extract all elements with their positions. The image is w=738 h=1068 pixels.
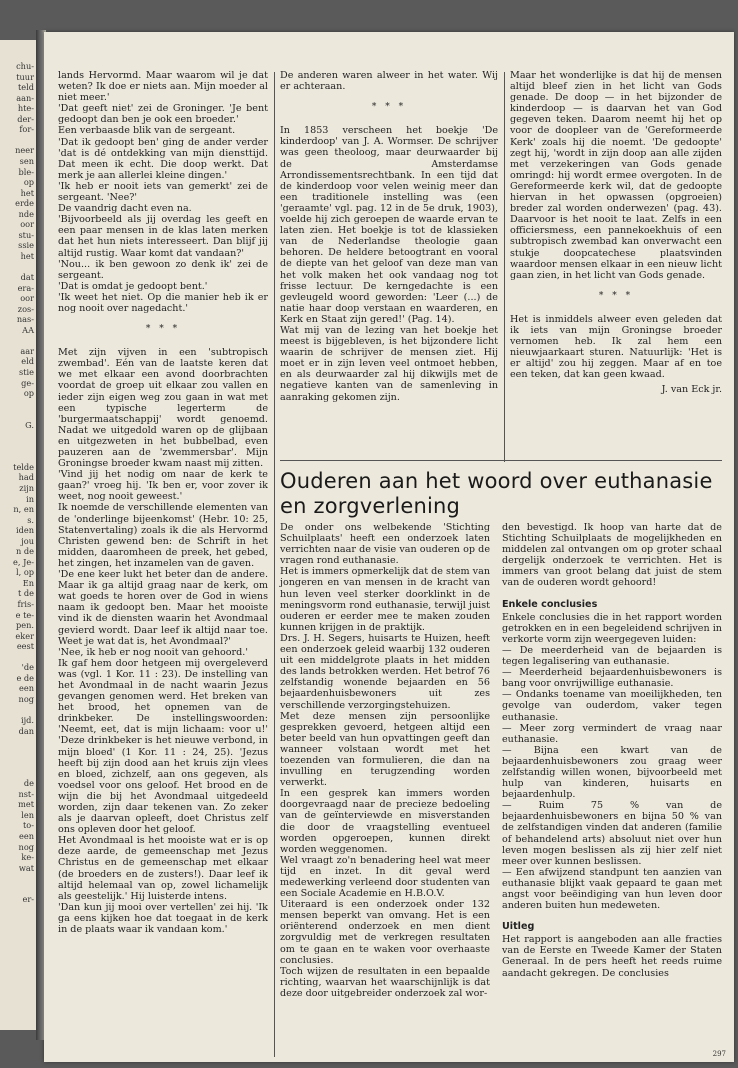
paragraph: Wat mij van de lezing van het boekje het meest is bijgebleven, is het bijzondere licht waarin de schrijver de mensen ziet. Hij moet er in zijn leven veel ontmoet hebben, en als deurwaarder zal hij dikwijls met de negatieve kanten van de samenleving in aanraking gekomen zijn. [280,324,498,403]
paragraph: Ik noemde de verschillende elementen van de 'onderlinge bijeenkomst' (Hebr. 10: 25, Statenvertaling) zoals ik die als Hervormd Christen gewend ben: de Schrift in het midden, daaromheen de preek, het gebed, het zingen, het inzamelen van de gaven. [58,502,268,569]
margin-fragment [0,747,36,758]
margin-fragment [0,51,36,62]
article-column-1 [280,522,490,999]
paragraph: Drs. J. H. Segers, huisarts te Huizen, heeft een onderzoek geleid waarbij 132 ouderen uit een middelgrote plaats in het midden des lands betrokken werden. Het betrof 76 zelfstandig wonende bejaarden en 56 bejaardenhuisbewoners uit zes verschillende verzorgingstehuizen. [280,632,490,711]
paragraph: 'Dat geeft niet' zei de Groninger. 'Je bent gedoopt dan ben je ook een broeder.' [58,103,268,126]
paragraph: De onder ons welbekende 'Stichting Schuilplaats' heeft een onderzoek laten verrichten naar de visie van ouderen op de vragen rond euthanasie. [280,522,490,567]
margin-fragment: stu- [18,229,34,240]
margin-fragment: G. [25,419,34,430]
section-divider: * * * [145,324,181,335]
margin-fragment: op [23,177,34,188]
column-1 [58,70,268,935]
margin-fragment: e, Je- [13,556,34,567]
margin-fragment [0,884,36,895]
margin-fragment: nde [18,208,34,219]
margin-fragment: s. [27,514,34,525]
margin-fragment [0,335,36,346]
margin-fragment [0,135,36,146]
margin-fragment: eker [15,630,34,641]
paragraph: De vaandrig dacht even na. [58,203,192,215]
article-column-2 [502,522,722,979]
margin-fragment: nas- [16,314,34,325]
margin-fragment: erde [15,198,34,209]
paragraph: Een verbaasde blik van de sergeant. [58,125,236,137]
paragraph: 'Vind jij het nodig om naar de kerk te gaan?' vroeg hij. 'Ik ben er, voor zover ik weet, nog nooit geweest.' [58,469,268,503]
margin-fragment: dat [20,272,34,283]
margin-fragment [0,409,36,420]
paragraph: Met zijn vijven in een 'subtropisch zwembad'. Eén van de laatste keren dat we met elkaar een avond doorbrachten voordat de groep uit elkaar zou vallen en ieder zijn eigen weg zou gaan in wat met een typische legerterm de 'burgermaatschappij' wordt genoemd. Nadat we uitgedold waren op de glijbaan en uitgezweten in het bubbelbad, even pauzeren aan de 'zwemmersbar'. Mijn Groningse broeder kwam naast mij zitten. [58,347,268,470]
margin-fragment: n de [16,546,34,557]
paragraph: 'Nee, ik heb er nog nooit van gehoord.' [58,646,248,658]
margin-fragment: een [19,683,34,694]
margin-fragment [0,873,36,884]
paragraph: Het rapport is aangeboden aan alle fracties van de Eerste en Tweede Kamer der Staten Generaal. In de pers heeft het reeds ruime aandacht gekregen. De conclusies [502,934,722,979]
margin-fragment [0,736,36,747]
margin-fragment: tuur [16,71,34,82]
margin-fragment: telde [13,461,34,472]
section-divider: * * * [598,290,634,301]
article-headline: Ouderen aan het woord over euthanasie en zorgverlening [280,469,713,518]
paragraph: 'Bijvoorbeeld als jij overdag les geeft en een paar mensen in de klas laten merken dat het hun niets interesseert. Dan blijf jij altijd rustig. Waar komt dat vandaan?' [58,214,268,259]
paragraph: — Een afwijzend standpunt ten aanzien van euthanasie blijkt vaak gepaard te gaan met angst voor beëindiging van hun leven door anderen buiten hun medeweten. [502,866,722,912]
paragraph: den bevestigd. Ik hoop van harte dat de Stichting Schuilplaats de mogelijkheden en middelen zal ontvangen om op groter schaal dergelijk onderzoek te verrichten. Het is immers van groot belang dat juist de stem van de ouderen wordt gehoord! [502,522,722,589]
margin-fragment: aan- [16,92,34,103]
margin-fragment [0,430,36,441]
margin-fragment: iden [16,525,34,536]
margin-fragment: len [21,809,34,820]
margin-fragment: ge- [21,377,34,388]
paragraph: 'Dat ik gedoopt ben' ging de ander verder 'dat is dé ontdekking van mijn diensttijd. Dat meen ik echt. Die doop werkt. Dat merk je aan allerlei kleine dingen.' [58,136,268,181]
subheading-explanation: Uitleg [502,921,535,933]
margin-fragment: fris- [17,598,34,609]
facing-page-edge [0,40,36,1030]
paragraph: 'De ene keer lukt het beter dan de andere. Maar ik ga altijd graag naar de kerk, om wat goeds te horen over de God in wiens naam ik gedoopt ben. Maar het mooiste vind ik de diensten waarin het Avondmaal gevierd wordt. Daar leef ik altijd naar toe. Weet je wat dat is, het Avondmaal?' [58,569,268,647]
paragraph: De anderen waren alweer in het water. Wij er achteraan. [280,70,498,93]
paragraph: Maar het wonderlijke is dat hij de mensen altijd bleef zien in het licht van Gods genade. De doop — in het bijzonder de kinderdoop — is daarvan het van God gegeven teken. Daarom neemt hij het op voor de doopleer van de 'Gereformeerde Kerk' zoals hij die noemt. 'De gedoopte' zegt hij, 'wordt in zijn doop aan alle zijden met verzekeringen van Gods genade omringd: hij wordt ermee overgoten. In de Gereformeerde kerk wil, dat de gedoopte hiervan in het opwassen (opgroeien) breder zal worden onderwezen' (pag. 43). Daarvoor is het nooit te laat. Zelfs in een officiersmess, een pannekoekhuis of een subtropisch zwembad kan onverwacht een stukje doopcatechese plaatsvinden waardoor mensen elkaar in een nieuw licht gaan zien, in het licht van Gods genade. [510,70,722,281]
author-signature: J. van Eck jr. [661,384,722,396]
margin-fragment: sen [19,156,34,167]
margin-fragment: eest [16,641,34,652]
paragraph: Het is inmiddels alweer even geleden dat ik iets van mijn Groningse broeder vernomen heb. Ik zal hem een nieuwjaarkaart sturen. Natuurlijk: 'Het is er altijd' zou hij zeggen. Maar af en toe een teken, dat kan geen kwaad. [510,313,722,381]
margin-fragment: dan [18,725,34,736]
column-3 [510,70,722,396]
margin-fragment: op [23,388,34,399]
margin-fragment: in [26,493,34,504]
margin-fragment: wat [18,862,34,873]
paragraph: — Bijna een kwart van de bejaardenhuisbewoners zou graag weer zelfstandig willen wonen, bijvoorbeeld met hulp van kinderen, huisarts en bejaardenhulp. [502,744,722,801]
margin-fragment: hte- [17,103,34,114]
margin-fragment: nog [18,841,34,852]
margin-fragment: aar [20,345,34,356]
margin-fragment: AA [22,324,34,335]
paragraph: 'Nou... ik ben gewoon zo denk ik' zei de sergeant. [58,258,268,281]
margin-fragment: to- [23,820,34,831]
paragraph: — De meerderheid van de bejaarden is tegen legalisering van euthanasie. [502,644,722,668]
paragraph: Het Avondmaal is het mooiste wat er is op deze aarde, de gemeenschap met Jezus Christus en de gemeenschap met elkaar (de broeders en de zusters!). Daar leef ik altijd helemaal van op, zowel lichamelijk als geestelijk.' Hij luisterde intens. [58,835,268,902]
margin-fragment: met [18,799,34,810]
margin-fragment [0,704,36,715]
margin-fragment: zijn [19,482,34,493]
paragraph: Wel vraagt zo'n benadering heel wat meer tijd en inzet. In dit geval werd medewerking verleend door studenten van een Sociale Academie en H.B.O.V. [280,854,490,900]
paragraph: 'Dat is omdat je gedoopt bent.' [58,280,208,292]
paragraph: Uiteraard is een onderzoek onder 132 mensen beperkt van omvang. Het is een oriënterend onderzoek en men dient zorgvuldig met de verkregen resultaten om te gaan en te waken voor overhaaste conclusies. [280,899,490,966]
margin-fragment [0,768,36,779]
margin-fragment: de [23,778,34,789]
margin-fragment: e te- [15,609,34,620]
article-separator [280,460,722,461]
margin-fragment: het [20,187,34,198]
paragraph: 'Dan kun jij mooi over vertellen' zei hij. 'Ik ga eens kijken hoe dat toegaat in de kerk in de plaats waar ik vandaan kom.' [58,901,268,936]
margin-fragment: ke- [21,852,34,863]
paragraph: In een gesprek kan immers worden doorgevraagd naar de precieze bedoeling van de geïnterviewde en misverstanden die door de vraagstelling eventueel worden opgeroepen, kunnen direkt worden weggenomen. [280,788,490,855]
column-rule [504,72,505,462]
margin-fragment: ble- [18,166,34,177]
margin-fragment: oor [20,219,34,230]
page-number: 297 [712,1050,726,1058]
margin-fragment: n, en [13,504,34,515]
margin-fragment [0,399,36,410]
margin-fragment: eld [21,356,34,367]
margin-fragment: ssie [18,240,34,251]
margin-fragment [0,40,36,51]
paragraph: — Ruim 75 % van de bejaardenhuisbewoners en bijna 50 % van de zelfstandigen vinden dat anderen (familie of behandelend arts) absoluut niet over hun leven mogen beslissen als zij hier zelf niet meer over kunnen beslissen. [502,800,722,867]
paragraph: In 1853 verscheen het boekje 'De kinderdoop' van J. A. Wormser. De schrijver was geen theoloog, maar deurwaarder bij de Amsterdamse Arrondissementsrechtbank. In een tijd dat de kinderdoop voor velen weinig meer dan een traditionele instelling was (een 'geraamte' vgl. pag. 12 in de 5e druk, 1903), voelde hij zich geroepen de waarde ervan te laten zien. Het boekje is tot de klassieken van de Nederlandse theologie gaan behoren. De heldere betoogtrant en vooral de diepte van het geloof van deze man van het volk maken het ook vandaag nog tot frisse lectuur. De kerngedachte is een gevleugeld woord geworden: 'Leer (...) de natie haar doop verstaan en waarderen, en Kerk en Staat zijn gered!' (Pag. 14). [280,125,498,325]
paragraph: — Meer zorg vermindert de vraag naar euthanasie. [502,722,722,745]
margin-fragment: pen. [16,620,34,631]
paragraph: — Ondanks toename van moeilijkheden, ten gevolge van ouderdom, vaker tegen euthanasie. [502,689,722,723]
margin-fragment: het [20,250,34,261]
subheading-conclusions: Enkele conclusies [502,598,598,610]
paragraph: lands Hervormd. Maar waarom wil je dat weten? Ik doe er niets aan. Mijn moeder al niet meer.' [58,70,268,104]
margin-fragment: teld [18,82,34,93]
margin-fragment: nst- [18,788,34,799]
paragraph: — Meerderheid bejaardenhuisbewoners is bang voor onvrijwillige euthanasie. [502,667,722,690]
paragraph: Het is immers opmerkelijk dat de stem van jongeren en van mensen in de kracht van hun leven veel sterker doorklinkt in de meningsvorm rond euthanasie, terwijl juist ouderen er eerder mee te maken zouden kunnen krijgen in de praktijk. [280,566,490,633]
margin-fragment: oor [20,293,34,304]
paragraph: 'Ik heb er nooit iets van gemerkt' zei de sergeant. 'Nee?' [58,180,268,204]
margin-fragment: zos- [17,303,34,314]
margin-fragment: 'de [21,662,34,673]
section-divider: * * * [371,102,407,113]
margin-fragment: neer [15,145,34,156]
margin-fragment: er- [22,894,34,905]
margin-fragment: era- [17,282,34,293]
margin-fragment [0,652,36,663]
margin-fragment: chu- [16,61,34,72]
paragraph: 'Ik weet het niet. Op die manier heb ik er nog nooit over nagedacht.' [58,291,268,314]
paragraph: Toch wijzen de resultaten in een bepaalde richting, waarvan het waarschijnlijk is dat deze door uitgebreider onderzoek zal wor- [280,965,490,999]
margin-fragment [0,441,36,452]
margin-fragment: En [22,577,34,588]
margin-fragment: e de [16,672,34,683]
paragraph: Met deze mensen zijn persoonlijke gesprekken gevoerd, hetgeen altijd een beter beeld van hun opvattingen geeft dan wanneer volstaan wordt met het toezenden van formulieren, die dan na invulling en terugzending worden verwerkt. [280,710,490,789]
margin-fragment [0,261,36,272]
margin-fragment: for- [19,124,34,135]
column-2 [280,70,498,403]
margin-fragment: nog [18,693,34,704]
column-rule [274,72,275,1057]
margin-fragment: had [18,472,34,483]
margin-fragment: jou [21,535,34,546]
paragraph: Enkele conclusies die in het rapport worden getrokken en in een begeleidend schrijven in verkorte vorm zijn weergegeven luiden: [502,611,722,645]
margin-fragment: een [19,831,34,842]
magazine-page [44,32,734,1062]
margin-fragment [0,757,36,768]
margin-fragment: t de [18,588,34,599]
margin-fragment: ijd. [20,715,34,725]
margin-fragment [0,451,36,462]
margin-fragment: der- [17,113,34,124]
paragraph: Ik gaf hem door hetgeen mij overgeleverd was (vgl. 1 Kor. 11 : 23). De instelling van het Avondmaal in de nacht waarin Jezus gevangen genomen werd. Het breken van het brood, het opnemen van de drinkbeker. De instellingswoorden: 'Neemt, eet, dat is mijn lichaam: voor u!' 'Deze drinkbeker is het nieuwe verbond, in mijn bloed' (1 Kor. 11 : 24, 25). 'Jezus heeft bij zijn dood aan het kruis zijn vlees en bloed, zichzelf, aan ons gegeven, als voedsel voor ons geloof. Het brood en de wijn die bij het Avondmaal uitgedeeld worden, zijn daar tekenen van. Zo zeker als je daarvan opleeft, doet Christus zelf ons opleven door het geloof. [58,657,268,836]
margin-fragment: l, op [16,567,34,578]
margin-fragment: stie [19,366,34,377]
